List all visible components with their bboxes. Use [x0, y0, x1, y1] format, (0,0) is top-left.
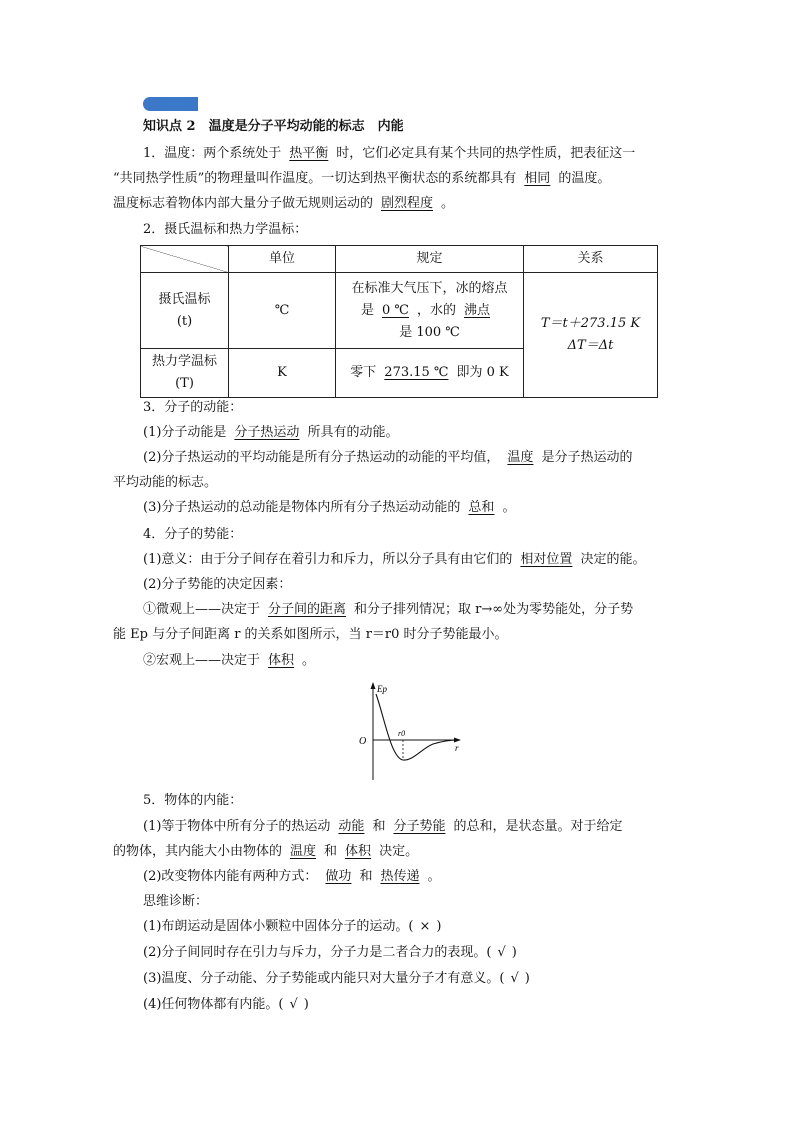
p1-line3: 温度标志着物体内部大量分子做无规则运动的 剧烈程度 。 [113, 196, 455, 211]
diagnosis-title: 思维诊断： [143, 894, 209, 909]
diagnosis-item: (1)布朗运动是固体小颗粒中固体分子的运动。( × ) [143, 919, 442, 934]
blank-temperature: 温度 [507, 450, 534, 465]
blank-molecular-distance: 分子间的距离 [268, 602, 347, 617]
blank-vol: 体积 [345, 844, 372, 859]
answer-mark: √ [289, 997, 298, 1012]
graph-r0-label: r0 [398, 729, 406, 738]
blank-kinetic-energy: 动能 [338, 819, 365, 834]
p4-title: 4．分子的势能： [143, 527, 243, 542]
header-unit: 单位 [229, 246, 336, 273]
p4-line4: 能 Ep 与分子间距离 r 的关系如图所示，当 r＝r0 时分子势能最小。 [113, 627, 508, 642]
header-rule: 规定 [336, 246, 524, 273]
blank-boiling-point: 沸点 [463, 302, 490, 318]
p5-line2: 的物体，其内能大小由物体的 温度 和 体积 决定。 [113, 844, 419, 859]
graph-potential-curve [376, 694, 458, 760]
section-title: 知识点 2 温度是分子平均动能的标志 内能 [143, 119, 404, 134]
blank-sum: 总和 [468, 500, 495, 515]
kelvin-unit-cell: K [229, 349, 336, 398]
blank-potential-energy: 分子势能 [393, 819, 446, 834]
blank-heat-transfer: 热传递 [380, 869, 420, 884]
p4-line2: (2)分子势能的决定因素： [143, 577, 292, 592]
answer-mark: √ [497, 945, 506, 960]
blank-temp: 温度 [290, 844, 317, 859]
header-relation: 关系 [524, 246, 658, 273]
potential-energy-graph [353, 680, 465, 784]
diagnosis-item: (3)温度、分子动能、分子势能或内能只对大量分子才有意义。( √ ) [143, 971, 530, 986]
diagnosis-item: (4)任何物体都有内能。( √ ) [143, 997, 309, 1012]
blank-zero-celsius: 0 ℃ [382, 302, 409, 318]
celsius-unit-cell: ℃ [229, 273, 336, 349]
blank-thermal-equilibrium: 热平衡 [289, 146, 329, 161]
p4-line1: (1)意义：由于分子间存在着引力和斥力，所以分子具有由它们的 相对位置 决定的能。 [143, 552, 646, 567]
blank-273: 273.15 ℃ [384, 365, 449, 380]
p3-title: 3．分子的动能： [143, 400, 243, 415]
celsius-rule-cell: 在标准大气压下，冰的熔点 是 0 ℃ ，水的 沸点 是 100 ℃ [336, 273, 524, 349]
graph-x-label: r [455, 743, 459, 753]
blank-work: 做功 [325, 869, 352, 884]
temperature-scale-table [140, 245, 658, 398]
answer-mark: √ [510, 971, 519, 986]
table-row-celsius [141, 273, 658, 349]
p3-line2-cont: 平均动能的标志。 [113, 475, 218, 490]
section-tab-marker [143, 97, 198, 111]
diagnosis-item: (2)分子间同时存在引力与斥力，分子力是二者合力的表现。( √ ) [143, 945, 517, 960]
graph-origin-label: O [359, 736, 367, 747]
p3-line3: (3)分子热运动的总动能是物体内所有分子热运动动能的 总和 。 [143, 500, 516, 515]
p1-line1: 1．温度：两个系统处于 热平衡 时，它们必定具有某个共同的热学性质，把表征这一 [143, 146, 636, 161]
graph-y-label: Ep [377, 684, 387, 694]
blank-relative-position: 相对位置 [520, 552, 573, 567]
blank-same: 相同 [524, 171, 551, 186]
kelvin-rule-cell: 零下 273.15 ℃ 即为 0 K [336, 349, 524, 398]
p4-line3: ①微观上——决定于 分子间的距离 和分子排列情况；取 r→∞处为零势能处，分子势 [143, 602, 634, 617]
answer-mark: × [419, 919, 431, 934]
p4-line5: ②宏观上——决定于 体积 。 [143, 653, 316, 668]
p3-line2: (2)分子热运动的平均动能是所有分子热运动的动能的平均值， 温度 是分子热运动的 [143, 450, 633, 465]
celsius-name-cell: 摄氏温标 (t) [141, 273, 229, 349]
kelvin-name-cell: 热力学温标 (T) [141, 349, 229, 398]
p5-line1: (1)等于物体中所有分子的热运动 动能 和 分子势能 的总和，是状态量。对于给定 [143, 819, 623, 834]
table-corner-cell [141, 246, 229, 273]
table-header-row [141, 246, 658, 273]
graph-y-arrow [371, 682, 376, 689]
blank-thermal-motion: 分子热运动 [234, 425, 300, 440]
p1-line2: “共同热学性质”的物理量叫作温度。一切达到热平衡状态的系统都具有 相同 的温度。 [113, 171, 611, 186]
p2-title: 2．摄氏温标和热力学温标： [143, 222, 308, 237]
p5-title: 5．物体的内能： [143, 793, 243, 808]
relation-cell: T＝t＋273.15 K ΔT＝Δt [524, 273, 658, 398]
p3-line1: (1)分子动能是 分子热运动 所具有的动能。 [143, 425, 399, 440]
blank-intensity: 剧烈程度 [381, 196, 434, 211]
blank-volume: 体积 [268, 653, 295, 668]
p5-line3: (2)改变物体内能有两种方式： 做功 和 热传递 。 [143, 869, 441, 884]
